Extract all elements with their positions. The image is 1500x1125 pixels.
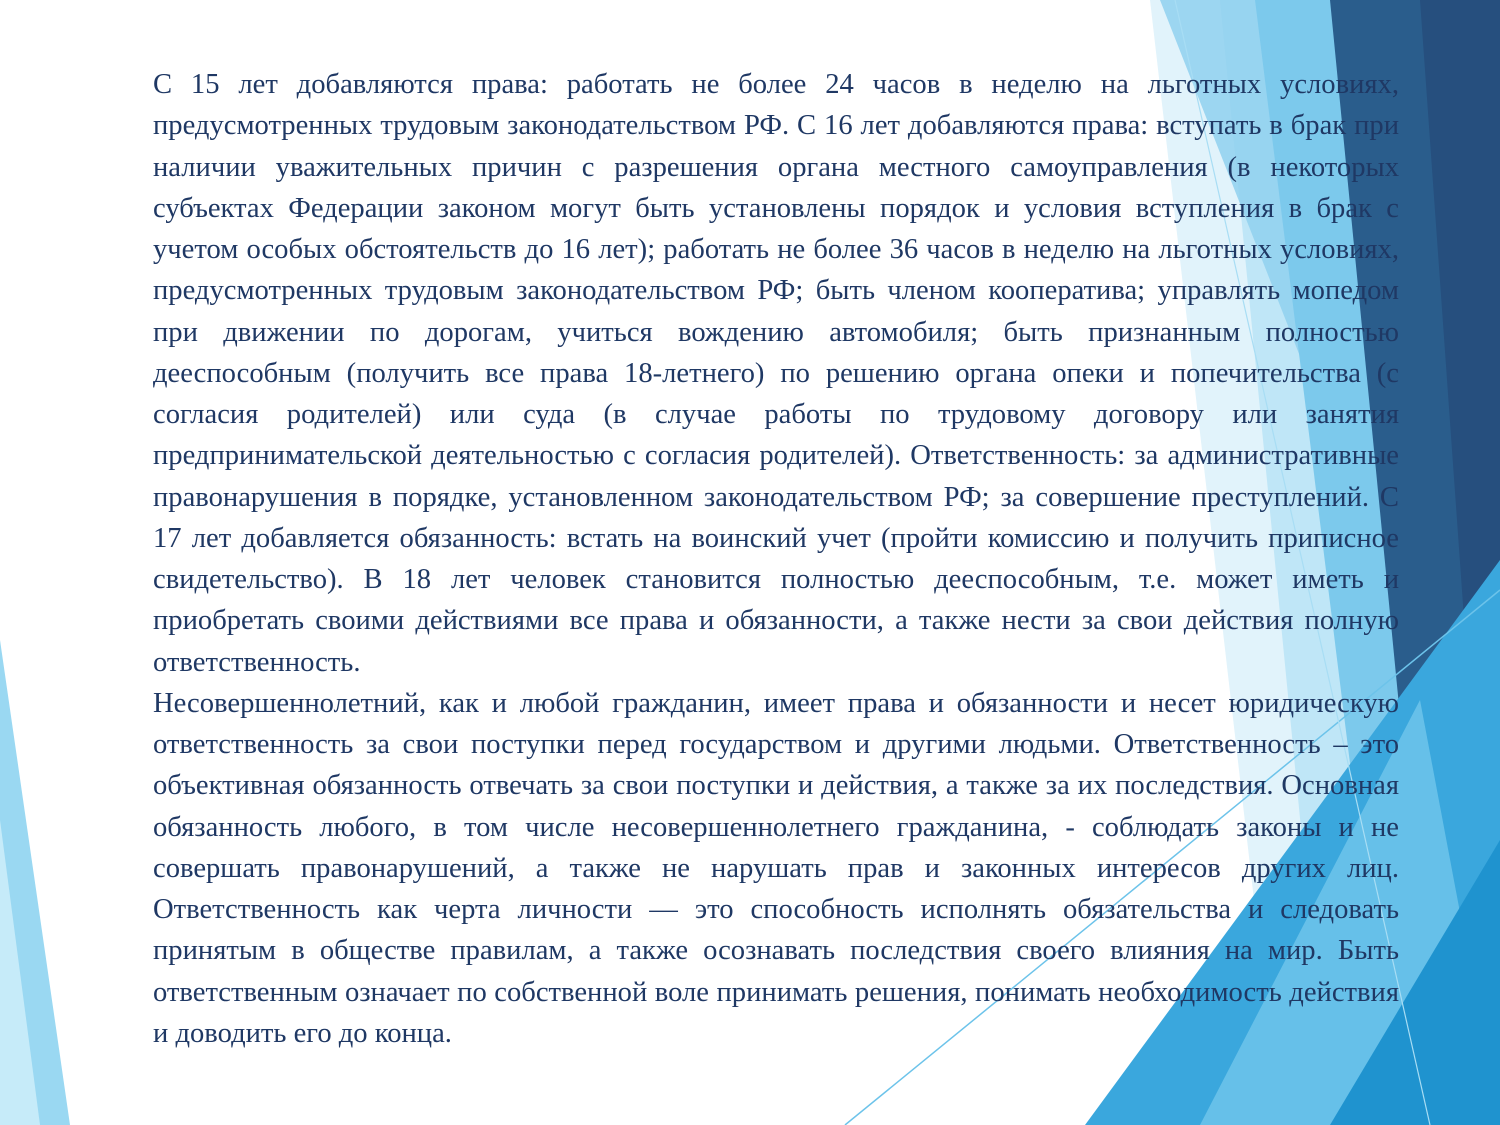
paragraph-responsibility: Несовершеннолетний, как и любой гражданин, имеет права и обязанности и несет юридическую ответственность за свои поступки перед государством и другими людьми. Ответственность – это объективная обязанность отвечать за свои поступки и действия, а также за их последствия. Основная обязанность любого, в том числе несовершеннолетнего гражданина, - соблюдать законы и не совершать правонарушений, а также не нарушать прав и законных интересов других лиц. Ответственность как черта личности — это способность исполнять обязательства и следовать принятым в обществе правилам, а также осознавать последствия своего влияния на мир. Быть ответственным означает по собственной воле принимать решения, понимать необходимость действия и доводить его до конца. — [153, 687, 1399, 1049]
slide-text — [153, 64, 1399, 1054]
paragraph-rights-by-age: С 15 лет добавляются права: работать не более 24 часов в неделю на льготных условиях, предусмотренных трудовым законодательством РФ. С 16 лет добавляются права: вступать в брак при наличии уважительных причин с разрешения органа местного самоуправления (в некоторых субъектах Федерации законом могут быть установлены порядок и условия вступления в брак с учетом особых обстоятельств до 16 лет); работать не более 36 часов в неделю на льготных условиях, предусмотренных трудовым законодательством РФ; быть членом кооператива; управлять мопедом при движении по дорогам, учиться вождению автомобиля; быть признанным полностью дееспособным (получить все права 18-летнего) по решению органа опеки и попечительства (с согласия родителей) или суда (в случае работы по трудовому договору или занятия предпринимательской деятельностью с согласия родителей). Ответственность: за административные правонарушения в порядке, установленном законодательством РФ; за совершение преступлений. С 17 лет добавляется обязанность: встать на воинский учет (пройти комиссию и получить приписное свидетельство). В 18 лет человек становится полностью дееспособным, т.е. может иметь и приобретать своими действиями все права и обязанности, а также нести за свои действия полную ответственность. — [153, 69, 1399, 678]
